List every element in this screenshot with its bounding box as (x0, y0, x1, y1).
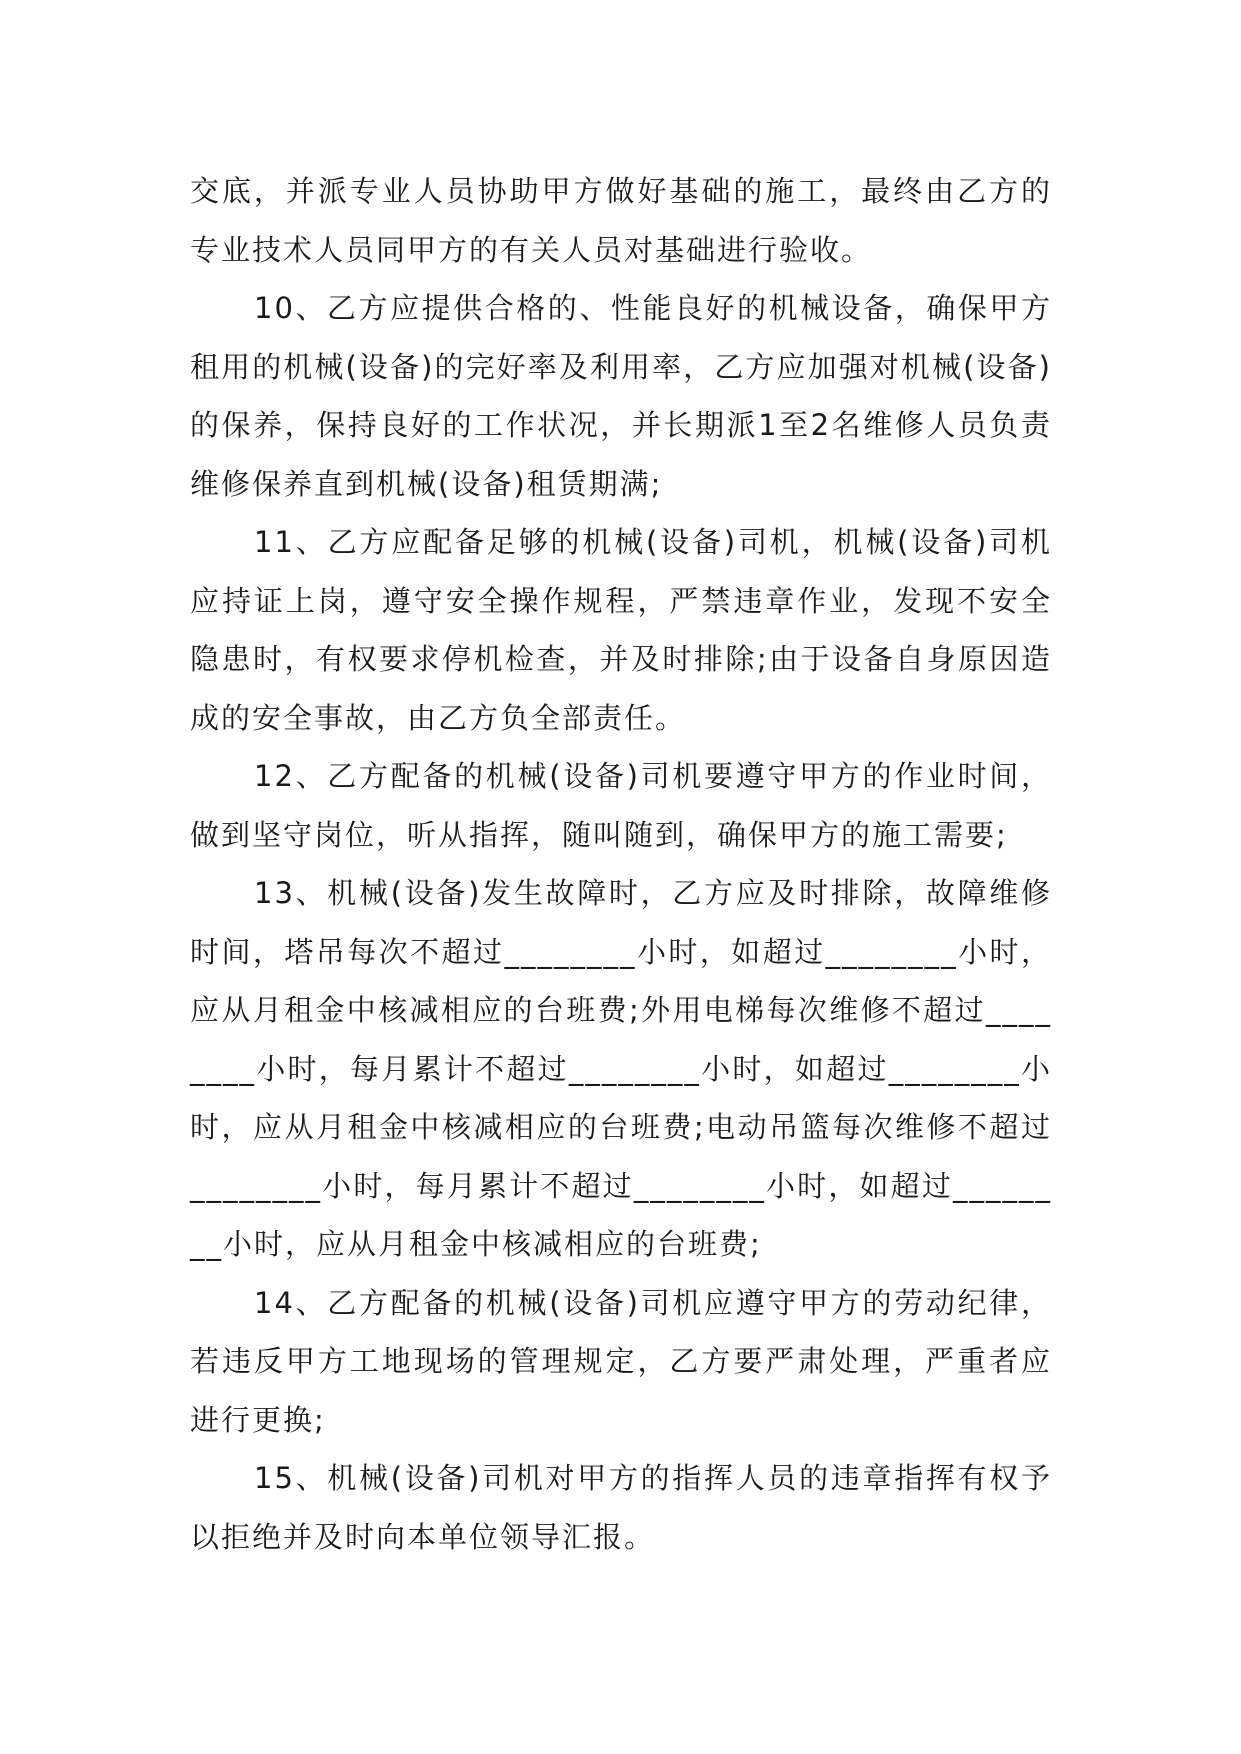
document-body (190, 162, 1052, 1566)
paragraph-clause-11: 11、乙方应配备足够的机械(设备)司机，机械(设备)司机应持证上岗，遵守安全操作规程，严禁违章作业，发现不安全隐患时，有权要求停机检查，并及时排除;由于设备自身原因造成的安全事故，由乙方负全部责任。 (190, 525, 1052, 735)
paragraph-continuation: 交底，并派专业人员协助甲方做好基础的施工，最终由乙方的专业技术人员同甲方的有关人员对基础进行验收。 (190, 174, 1052, 267)
paragraph-clause-15: 15、机械(设备)司机对甲方的指挥人员的违章指挥有权予以拒绝并及时向本单位领导汇报。 (190, 1461, 1052, 1554)
paragraph-clause-10: 10、乙方应提供合格的、性能良好的机械设备，确保甲方租用的机械(设备)的完好率及利用率，乙方应加强对机械(设备)的保养，保持良好的工作状况，并长期派1至2名维修人员负责维修保养直到机械(设备)租赁期满; (190, 291, 1052, 501)
paragraph-clause-12: 12、乙方配备的机械(设备)司机要遵守甲方的作业时间，做到坚守岗位，听从指挥，随叫随到，确保甲方的施工需要; (190, 759, 1052, 852)
paragraph-clause-13: 13、机械(设备)发生故障时，乙方应及时排除，故障维修时间，塔吊每次不超过________小时，如超过________小时，应从月租金中核减相应的台班费;外用电梯每次维修不超过________小时，每月累计不超过________小时，如超过________小时，应从月租金中核减相应的台班费;电动吊篮每次维修不超过________小时，每月累计不超过________小时，如超过________小时，应从月租金中核减相应的台班费; (190, 876, 1052, 1261)
paragraph-clause-14: 14、乙方配备的机械(设备)司机应遵守甲方的劳动纪律，若违反甲方工地现场的管理规定，乙方要严肃处理，严重者应进行更换; (190, 1285, 1052, 1437)
